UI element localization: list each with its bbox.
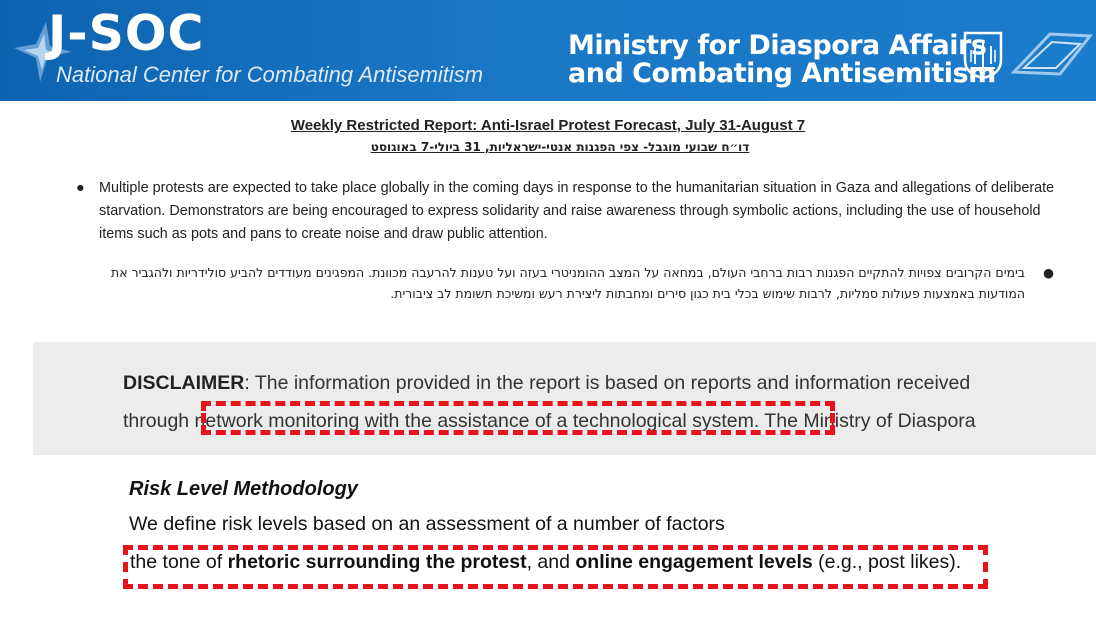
disclaimer-line1: : The information provided in the report is based on reports and information received bbox=[244, 372, 971, 394]
ministry-name-line2: and Combating Antisemitism bbox=[568, 58, 996, 89]
bullet-icon: ● bbox=[1043, 265, 1054, 280]
brand-title: J-SOC bbox=[48, 5, 205, 62]
ministry-logo-icon bbox=[1010, 28, 1094, 80]
highlight-box-network-monitoring bbox=[201, 401, 835, 435]
state-emblem-icon bbox=[962, 30, 1004, 80]
report-title-hebrew: דו״ח שבועי מוגבל- צפי הפגנות אנטי-ישראליות, 31 ביולי-7 באוגוסט bbox=[370, 140, 750, 154]
methodology-line1: We define risk levels based on an assessment of a number of factors bbox=[129, 513, 725, 535]
methodology-emphasis-engagement: online engagement levels bbox=[575, 551, 813, 573]
methodology-title: Risk Level Methodology bbox=[129, 478, 358, 500]
highlight-box-methodology bbox=[123, 545, 988, 589]
methodology-line2-part3: (e.g., post likes). bbox=[812, 551, 962, 573]
methodology-line2-part2: , and bbox=[526, 551, 576, 573]
bullet-icon: ● bbox=[76, 180, 85, 196]
header-banner bbox=[0, 0, 1096, 101]
hebrew-bullet bbox=[70, 262, 1054, 304]
disclaimer-label: DISCLAIMER bbox=[123, 372, 245, 394]
disclaimer-line2: through network monitoring with the assistance of a technological system. The Ministry of Diaspora bbox=[123, 410, 976, 432]
methodology-emphasis-rhetoric: rhetoric surrounding the protest bbox=[227, 551, 527, 573]
report-title: Weekly Restricted Report: Anti-Israel Protest Forecast, July 31-August 7 bbox=[290, 117, 806, 134]
english-bullet-text: Multiple protests are expected to take place globally in the coming days in response to the humanitarian situation in Gaza and allegations of deliberate starvation. Demonstrators are being encouraged to express solidarity and raise awareness through symbolic actions, including the use of household items such as pots and pans to create noise and draw public attention. bbox=[99, 180, 1055, 242]
brand-subtitle: National Center for Combating Antisemitism bbox=[56, 62, 484, 87]
hebrew-bullet-text: בימים הקרובים צפויות להתקיים הפגנות רבות ברחבי העולם, במחאה על המצב ההומניטרי בעזה ועל טענות להרעבה מכוונת. המפגינים מעודדים להביע סולידריות ולהגביר את המודעות באמצעות פעולות סמליות, לרבות שימוש בכלי בית כגון סירים ומחבתות ליצירת רעש ומשיכת תשומת לב ציבורית. bbox=[111, 265, 1025, 301]
methodology-line2-part1: the tone of bbox=[130, 551, 228, 573]
ministry-name-line1: Ministry for Diaspora Affairs bbox=[568, 30, 987, 61]
